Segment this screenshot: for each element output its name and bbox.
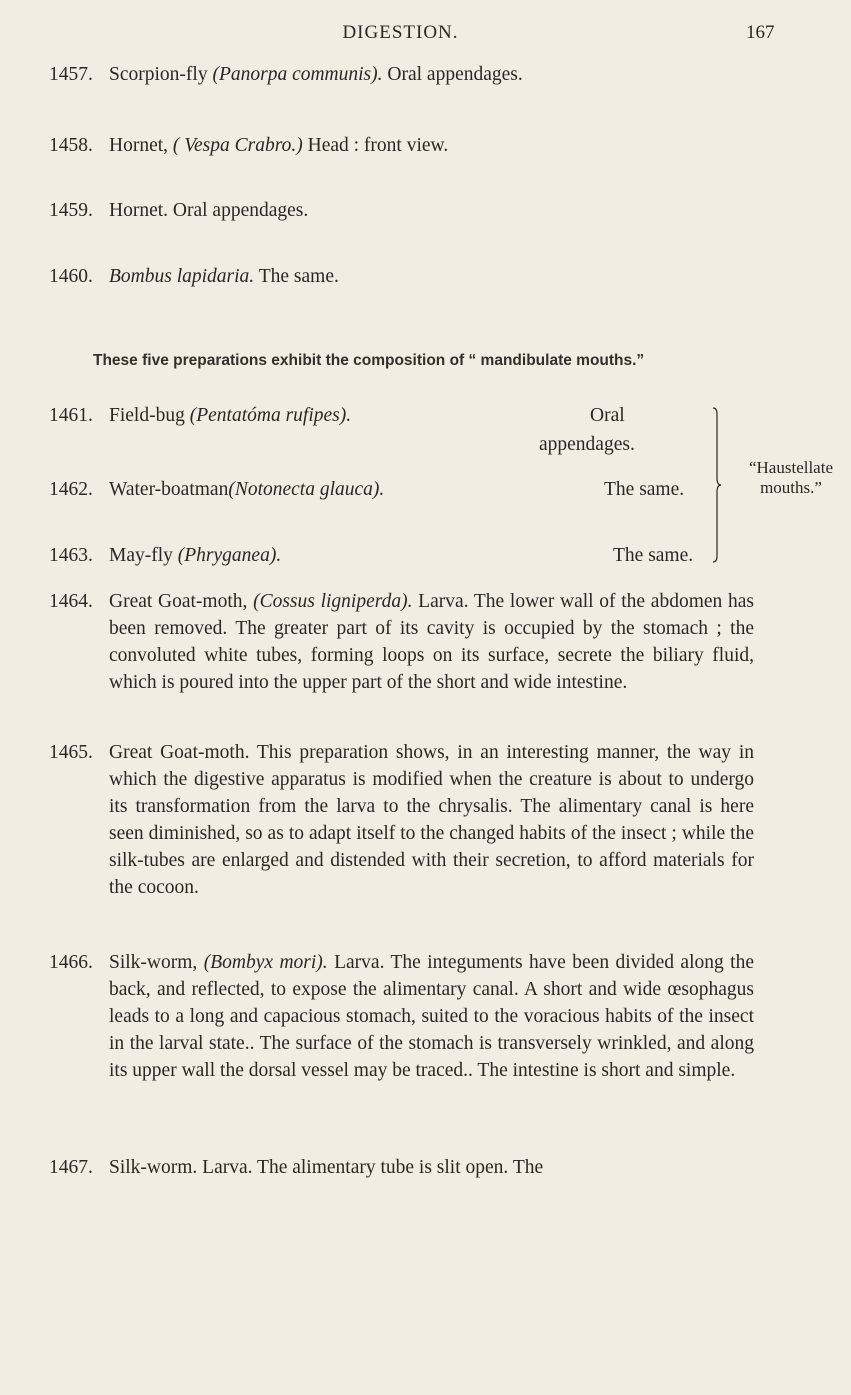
catalogue-entry: 1459. Hornet. Oral appendages.: [49, 200, 309, 221]
mandibulate-note: These five preparations exhibit the composition of “ mandibulate mouths.”: [93, 352, 645, 369]
catalogue-paragraph: 1466. Silk-worm, (Bombyx mori). Larva. The integuments have been divided along the back, and reflected, to expose the alimentary canal. A short and wide œsophagus leads to a long and capacious stomach, suited to the voracious habits of the insect in the larval state.. The surface of the stomach is transversely wrinkled, and along its upper wall the dorsal vessel may be traced.. The intestine is short and simple.: [49, 952, 754, 1081]
haustellate-group: 1461. Field-bug (Pentatóma rufipes). Oral appendages. 1462. Water-boatman(Notonecta glauca). The same. 1463. May-fly (Phryganea). The same. “Haustellate mouths.”: [49, 402, 764, 572]
catalogue-entry: 1458. Hornet, ( Vespa Crabro.) Head : front view.: [49, 135, 449, 156]
species-name: ( Vespa Crabro.): [172, 135, 303, 156]
species-name: (Notonecta glauca).: [228, 479, 385, 500]
catalogue-paragraph: 1465. Great Goat-moth. This preparation shows, in an interesting manner, the way in which the digestive apparatus is modified when the creature is about to undergo its transformation from the larva to the chrysalis. The alimentary canal is here seen diminished, so as to adapt itself to the changed habits of the insect ; while the silk-tubes are enlarged and distended with their secretion, to afford materials for the cocoon.: [49, 742, 754, 898]
catalogue-entry: 1460. Bombus lapidaria. The same.: [49, 266, 339, 287]
catalogue-paragraph: 1464. Great Goat-moth, (Cossus ligniperda). Larva. The lower wall of the abdomen has been removed. The greater part of its cavity is occupied by the stomach ; the convoluted white tubes, forming loops on its surface, secrete the biliary fluid, which is poured into the upper part of the short and wide intestine.: [49, 591, 754, 693]
species-name: Bombus lapidaria.: [109, 266, 255, 287]
catalogue-entry: 1457. Scorpion-fly (Panorpa communis). Oral appendages.: [49, 64, 523, 85]
page-number: 167: [746, 22, 775, 43]
catalogue-entry: 1462. Water-boatman(Notonecta glauca).: [49, 479, 385, 500]
running-header: DIGESTION.: [342, 22, 459, 43]
brace-icon: [713, 408, 721, 562]
species-name: (Cossus ligniperda).: [253, 591, 413, 612]
species-name: (Pentatóma rufipes).: [189, 405, 352, 426]
haustellate-label: “Haustellate mouths.”: [748, 458, 833, 497]
species-name: (Phryganea).: [177, 545, 282, 566]
catalogue-paragraph: 1467. Silk-worm. Larva. The alimentary tube is slit open. The: [49, 1157, 544, 1178]
catalogue-entry: 1463. May-fly (Phryganea).: [49, 545, 282, 566]
species-name: (Panorpa communis).: [212, 64, 383, 85]
catalogue-entry: 1461. Field-bug (Pentatóma rufipes).: [49, 405, 352, 426]
species-name: (Bombyx mori).: [203, 952, 328, 973]
